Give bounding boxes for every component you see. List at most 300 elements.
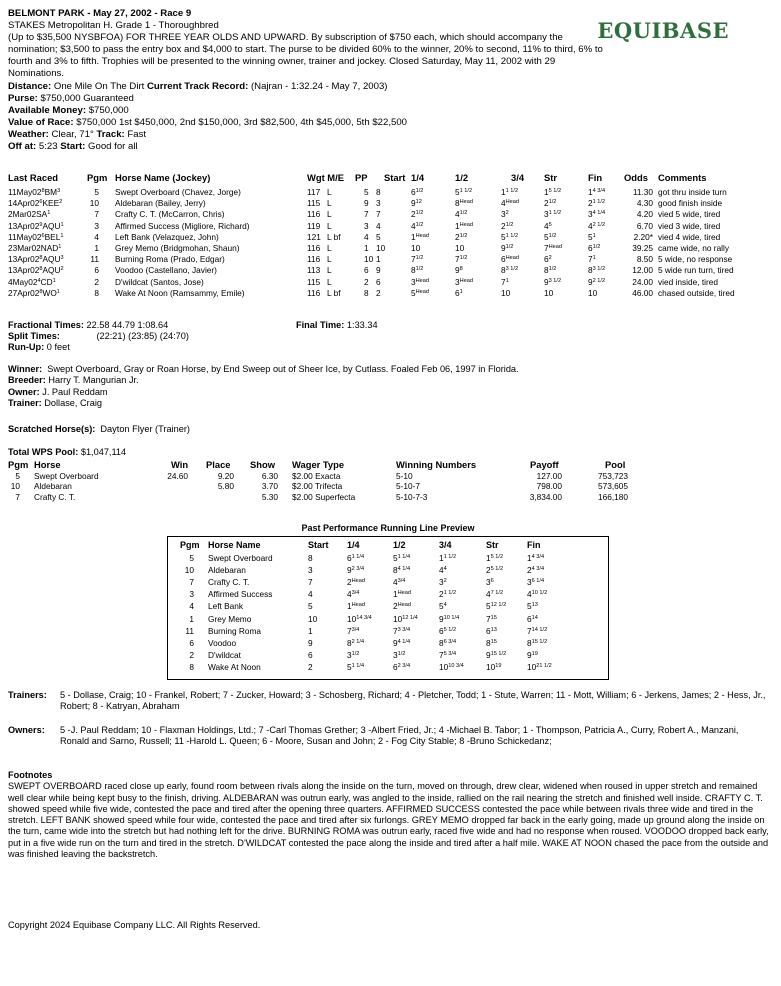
pp-start: 8 (308, 553, 313, 563)
weight: 121 (307, 231, 321, 242)
call-three-quarter-value: 1 (501, 187, 506, 197)
chart-col-header: Odds (624, 172, 648, 183)
pp-horse: Aldebaran (208, 565, 246, 576)
call-quarter-margin: 1/2 (415, 266, 424, 273)
pp-three-quarter (439, 589, 456, 600)
last-raced-date: 14Apr02 (8, 198, 40, 209)
pp-finish-margin: 21 1/2 (536, 662, 552, 669)
show-payout: 6.30 (261, 471, 278, 481)
pp-quarter-margin: 3/4 (351, 590, 360, 597)
pp-three-quarter-margin: 4 (443, 566, 447, 573)
payout-col-header: Show (250, 459, 275, 470)
comment: vied 3 wide, tired (658, 220, 721, 231)
call-three-quarter-value: 10 (501, 287, 511, 298)
pp-three-quarter-value: 1 (439, 553, 444, 563)
post-position: 1 (364, 243, 369, 253)
pp-quarter-value: 2 (347, 577, 352, 588)
chart-col-header: 3/4 (511, 172, 525, 183)
pp-finish (527, 589, 547, 600)
last-raced-finish: 2 (59, 199, 63, 206)
call-half (455, 243, 464, 254)
call-half-value: 3 (455, 276, 460, 287)
post-position: 9 (364, 198, 369, 209)
payoff: 127.00 (536, 471, 562, 481)
pp-finish-value: 9 (527, 649, 532, 660)
pp-stretch-value: 8 (486, 637, 491, 648)
last-raced-finish: 2 (60, 266, 64, 273)
pp-stretch (486, 589, 503, 600)
call-finish (588, 243, 600, 254)
pp-finish-margin: 19 (531, 650, 538, 657)
odds: 4.20 (636, 209, 653, 220)
pp-three-quarter-margin: 4 (443, 602, 447, 609)
call-finish-margin: 1 (592, 255, 596, 262)
pp-half (393, 553, 410, 564)
last-raced (8, 209, 50, 220)
call-finish-value: 3 (588, 209, 593, 220)
pp-stretch-value: 4 (486, 589, 491, 600)
call-finish-margin: 2 1/2 (592, 277, 606, 284)
weight: 116 (307, 287, 321, 298)
pp-half-margin: 4 1/4 (397, 638, 411, 645)
payout-horse: Crafty C. T. (34, 491, 76, 502)
last-raced (8, 198, 62, 209)
last-raced (8, 232, 63, 243)
chart-col-header: Comments (658, 172, 707, 183)
last-raced (8, 265, 64, 276)
call-quarter (411, 277, 429, 288)
pp-finish (527, 553, 544, 564)
pp-box (167, 536, 609, 680)
call-three-quarter (501, 265, 518, 276)
odds: 11.30 (632, 187, 653, 197)
call-three-quarter-margin: 2 (505, 210, 509, 217)
last-raced-finish: 3 (57, 188, 61, 194)
call-half (455, 187, 472, 198)
last-raced-track: WO (42, 287, 57, 298)
call-finish-value: 1 (588, 187, 593, 197)
pp-half-margin: 3/4 (397, 578, 406, 585)
call-quarter-margin: 1/2 (415, 210, 424, 217)
pp-pgm: 7 (189, 577, 194, 588)
pp-horse: Affirmed Success (208, 589, 273, 600)
pp-half-margin: 12 1/4 (402, 614, 418, 621)
pp-half (393, 650, 405, 661)
pp-stretch (486, 577, 494, 588)
call-half (455, 232, 467, 243)
pp-half-margin: 4 1/4 (397, 566, 411, 573)
winner-line: Winner: Swept Overboard, Gray or Roan Horse, by End Sweep out of Sheer Ice, by Cutlass. Foaled Feb 06, 1997 in Florida. (8, 364, 519, 374)
call-finish (588, 209, 605, 220)
pp-col-header: Str (486, 540, 499, 550)
pp-finish-margin: 4 3/4 (531, 554, 545, 560)
pp-half-value: 3 (393, 649, 398, 660)
breeder-line: Breeder: Harry T. Mangurian Jr. (8, 375, 139, 386)
post-position: 3 (364, 220, 369, 231)
start-position: 6 (376, 276, 381, 287)
pp-pgm: 5 (189, 553, 194, 563)
last-raced-race: 6 (39, 199, 43, 206)
call-stretch-value: 6 (544, 254, 549, 265)
call-half (455, 265, 463, 276)
call-three-quarter-value: 3 (501, 209, 506, 220)
pp-horse: Grey Memo (208, 613, 252, 624)
comment: 5 wide, no response (658, 254, 733, 265)
call-quarter-value: 6 (411, 187, 416, 197)
pp-stretch-margin: 12 1/2 (490, 602, 507, 609)
med-equip: L (327, 198, 332, 209)
pp-quarter (347, 601, 365, 612)
win-payout: 24.60 (167, 471, 188, 481)
pp-three-quarter (439, 614, 459, 625)
last-raced-track: NAD (40, 243, 59, 253)
call-quarter-margin: 12 (415, 199, 422, 206)
call-half-value: 5 (455, 187, 460, 197)
pp-pgm: 1 (189, 613, 194, 624)
odds: 24.00 (632, 276, 653, 287)
pp-half-value: 1 (393, 589, 398, 600)
pp-finish-value: 7 (527, 625, 532, 636)
pp-finish (527, 626, 547, 637)
last-raced-date: 2Mar02 (8, 209, 37, 220)
pp-quarter (347, 589, 359, 600)
call-half-margin: 1 (459, 288, 463, 295)
call-half-margin: 1 1/2 (459, 188, 473, 194)
payoff: 3,834.00 (529, 491, 562, 502)
post-position: 7 (364, 209, 369, 220)
pp-finish-margin: 15 1/2 (531, 638, 548, 645)
pp-start: 3 (308, 565, 313, 576)
med-equip: L (327, 243, 332, 253)
last-raced-track: SA (36, 209, 48, 220)
pp-half (393, 638, 410, 649)
pp-horse: Wake At Noon (208, 661, 261, 672)
pp-quarter-margin: 14 3/4 (356, 614, 372, 621)
call-finish (588, 277, 605, 288)
payout-col-header: Pgm (8, 459, 29, 470)
pp-three-quarter-margin: 5 3/4 (443, 650, 457, 657)
call-half-value: 7 (455, 254, 460, 265)
call-quarter-value: 10 (411, 243, 421, 253)
pp-quarter (347, 638, 364, 649)
pp-finish-value: 3 (527, 577, 532, 588)
pp-three-quarter (439, 638, 456, 649)
pp-three-quarter-margin: 2 (443, 578, 447, 585)
call-quarter-value: 4 (411, 220, 416, 231)
last-raced-race: 9 (39, 221, 43, 228)
pp-half (393, 589, 411, 600)
odds: 46.00 (632, 287, 653, 298)
call-three-quarter (501, 288, 510, 299)
call-three-quarter (501, 209, 509, 220)
call-quarter (411, 243, 420, 254)
scratched-line: Scratched Horse(s): Dayton Flyer (Trainer) (8, 424, 190, 434)
last-raced (8, 221, 64, 232)
call-three-quarter-margin: 3 1/2 (505, 266, 519, 273)
footnotes-block: Footnotes SWEPT OVERBOARD raced close up early, found room between rivals along the inside on the turn, moved on through, drew clear, widened when roused in upper stretch and remained well clear while being kept busy to the finish, driving. ALDEBARAN was outrun early, was angled to the inside, rallied on the rail nearing the stretch and finished well inside. CRAFTY C. T. showed speed while five wide, contested the pace and tired after the opening three quarters. AFFIRMED SUCCESS contested the pace while between rivals three wide and tired in the stretch. LEFT BANK showed speed while four wide, contested the pace and tired after six furlongs. GREY MEMO dropped far back in the early going, made up ground along the inside on the turn, came wide into the stretch but had nothing left for the drive. BURNING ROMA was outrun early, raced five wide and had no response when roused. VOODOO dropped back early, put in a five wide run on the turn and tired in the stretch. D'WILDCAT contested the pace along the inside and tired after a half mile. WAKE AT NOON chased the pace from the outside and was finished leaving the backstretch. (8, 770, 769, 860)
call-three-quarter (501, 232, 518, 243)
call-quarter-value: 9 (411, 198, 416, 209)
med-equip: L bf (327, 231, 341, 242)
pp-half (393, 626, 410, 637)
pp-finish-margin: 10 1/2 (531, 590, 548, 597)
copyright: Copyright 2024 Equibase Company LLC. All Rights Reserved. (8, 920, 261, 930)
pp-quarter-margin: 1 1/4 (351, 554, 365, 560)
payout-pgm: 10 (10, 481, 20, 492)
med-equip: L (327, 254, 332, 265)
call-stretch-margin: 5 (548, 221, 552, 228)
last-raced-track: BEL (44, 231, 61, 242)
pp-three-quarter-value: 9 (439, 613, 444, 624)
call-quarter-margin: 1/2 (415, 188, 424, 194)
pp-start: 2 (308, 661, 313, 672)
med-equip: L (327, 220, 332, 231)
call-stretch-value: 8 (544, 265, 549, 276)
pp-three-quarter-value: 2 (439, 589, 444, 600)
pp-stretch-margin: 13 (490, 626, 497, 633)
race-conditions: (Up to $35,500 NYSBFOA) FOR THREE YEAR OLDS AND UPWARD. By subscription of $750 each, which should accompany the nomination; $3,500 to pass the entry box and $4,000 to start. The purse to be divided 60% to the winner, 20% to second, 11% to third, 6% to fourth and 3% to fifth. Trophies will be presented to the winning owner, trainer and jockey. Closed Saturday, May 11, 2002 with 29 Nominations. (8, 32, 603, 80)
chart-col-header: Start (384, 172, 406, 183)
last-raced-track: AQU (42, 254, 61, 265)
call-finish (588, 288, 597, 299)
weight: 116 (307, 209, 321, 220)
call-half (455, 277, 473, 288)
winning-numbers: 5-10 (396, 471, 413, 481)
pp-quarter (347, 565, 364, 576)
call-half-margin: 1/2 (459, 232, 468, 239)
last-raced-date: 11May02 (8, 231, 42, 242)
call-finish-value: 9 (588, 276, 593, 287)
call-finish-value: 4 (588, 220, 593, 231)
pp-finish-value: 1 (527, 553, 532, 563)
pp-start: 1 (308, 625, 313, 636)
call-stretch-value: 1 (544, 187, 549, 197)
comment: got thru inside turn (658, 187, 727, 197)
pp-start: 6 (308, 649, 313, 660)
pp-half-margin: Head (397, 590, 411, 597)
chart-col-header: Str (544, 172, 558, 183)
horse-jockey: Affirmed Success (Migliore, Richard) (115, 220, 250, 231)
pp-col-header: 1/4 (347, 540, 360, 550)
chart-col-header: Last Raced (8, 172, 59, 183)
pp-col-header: 1/2 (393, 540, 406, 550)
pp-stretch-margin: 7 1/2 (490, 590, 504, 597)
pp-stretch-margin: 6 (490, 578, 494, 585)
call-quarter (411, 254, 423, 265)
call-finish-value: 8 (588, 265, 593, 276)
pp-stretch (486, 662, 501, 673)
comment: vied 4 wide, tired (658, 231, 721, 242)
chart-col-header: 1/4 (411, 172, 425, 183)
pp-quarter-value: 7 (347, 625, 352, 636)
call-finish-margin: 1 (592, 232, 596, 239)
last-raced-date: 11May02 (8, 187, 42, 197)
pp-finish (527, 565, 544, 576)
call-three-quarter (501, 221, 513, 232)
pp-col-header: Start (308, 540, 329, 550)
call-finish (588, 254, 596, 265)
pool-amount: 166,180 (598, 491, 628, 502)
pp-quarter-margin: 3/4 (351, 626, 360, 633)
call-stretch-value: 10 (544, 287, 554, 298)
call-three-quarter-margin: Head (505, 255, 519, 262)
pp-quarter-margin: Head (351, 578, 365, 585)
pp-quarter-margin: 1/2 (351, 650, 360, 657)
last-raced-finish: 1 (47, 210, 51, 217)
pp-half-margin: 1 1/4 (397, 554, 411, 560)
pp-quarter (347, 577, 365, 588)
last-raced-date: 13Apr02 (8, 265, 40, 276)
call-finish-value: 6 (588, 243, 593, 253)
pp-three-quarter (439, 565, 447, 576)
pp-stretch-margin: 5 1/2 (490, 566, 504, 573)
value-line: Value of Race: $750,000 1st $450,000, 2nd $150,000, 3rd $82,500, 4th $45,000, 5th $22,500 (8, 116, 408, 128)
call-half-value: 2 (455, 231, 460, 242)
pp-finish-value: 8 (527, 637, 532, 648)
horse-jockey: Voodoo (Castellano, Javier) (115, 265, 217, 276)
call-three-quarter-margin: 1 (505, 277, 509, 284)
call-stretch (544, 288, 553, 299)
comment: good finish inside (658, 198, 723, 209)
call-finish-value: 2 (588, 198, 593, 209)
start-position: 1 (376, 254, 381, 265)
fractional-times: Fractional Times: 22.58 44.79 1:08.64 (8, 320, 169, 330)
weight: 115 (307, 198, 321, 209)
start-position: 10 (376, 243, 386, 253)
call-finish-margin: 4 3/4 (592, 188, 606, 194)
pp-start: 9 (308, 637, 313, 648)
last-raced-race: 8 (39, 288, 43, 295)
call-half (455, 209, 467, 220)
pp-half (393, 614, 418, 625)
chart-col-header: Horse Name (Jockey) (115, 172, 211, 183)
weight: 117 (307, 187, 321, 197)
call-half (455, 288, 463, 299)
payout-horse: Aldebaran (34, 481, 72, 492)
med-equip: L (327, 265, 332, 276)
call-three-quarter-value: 4 (501, 198, 506, 209)
call-stretch (544, 232, 556, 243)
pp-finish-value: 4 (527, 589, 532, 600)
call-quarter (411, 265, 423, 276)
last-raced (8, 243, 61, 254)
odds: 39.25 (632, 243, 653, 253)
call-quarter (411, 209, 423, 220)
last-raced-date: 27Apr02 (8, 287, 40, 298)
pp-finish-margin: 13 (531, 602, 538, 609)
pp-stretch-value: 6 (486, 625, 491, 636)
call-stretch (544, 198, 556, 209)
payout-col-header: Place (206, 459, 231, 470)
call-quarter-margin: 1/2 (415, 255, 424, 262)
pp-pgm: 6 (189, 637, 194, 648)
horse-jockey: Swept Overboard (Chavez, Jorge) (115, 187, 241, 197)
last-raced-finish: 1 (60, 232, 64, 239)
pool-amount: 573,605 (598, 481, 628, 492)
pp-three-quarter (439, 553, 456, 564)
last-raced-race: 8 (39, 266, 43, 273)
pp-half (393, 601, 411, 612)
payout-col-header: Horse (34, 459, 61, 470)
call-finish-margin: 3 1/2 (592, 266, 606, 273)
call-finish (588, 187, 605, 198)
distance-line: Distance: One Mile On The Dirt Current Track Record: (Najran - 1:32.24 - May 7, 2003) (8, 80, 388, 92)
pp-stretch-value: 5 (486, 601, 491, 612)
horse-jockey: Burning Roma (Prado, Edgar) (115, 254, 225, 265)
trainer-line: Trainer: Dollase, Craig (8, 398, 102, 409)
pp-half-value: 9 (393, 637, 398, 648)
pp-stretch (486, 614, 497, 625)
wager-type: $2.00 Trifecta (292, 481, 343, 492)
last-raced-finish: 1 (52, 277, 56, 284)
call-stretch (544, 277, 561, 288)
payout-col-header: Payoff (530, 459, 559, 470)
comment: vied 5 wide, tired (658, 209, 721, 220)
pp-finish (527, 614, 538, 625)
last-raced-date: 23Mar02 (8, 243, 41, 253)
last-raced (8, 288, 60, 299)
last-raced-finish: 3 (60, 255, 64, 262)
pp-stretch (486, 650, 506, 661)
pp-finish (527, 650, 538, 661)
chart-col-header: 1/2 (455, 172, 469, 183)
program-number: 7 (94, 209, 99, 220)
last-raced (8, 277, 56, 288)
horse-jockey: Aldebaran (Bailey, Jerry) (115, 198, 206, 209)
pp-three-quarter (439, 650, 456, 661)
call-half-margin: Head (459, 199, 473, 206)
call-half-margin: Head (459, 221, 473, 228)
pp-half-margin: 2 3/4 (397, 662, 411, 669)
chart-col-header: PP (355, 172, 368, 183)
pp-three-quarter-value: 5 (439, 601, 444, 612)
payoff: 798.00 (536, 481, 562, 492)
program-number: 3 (94, 220, 99, 231)
post-position: 6 (364, 265, 369, 276)
call-three-quarter-value: 5 (501, 231, 506, 242)
pp-stretch (486, 565, 503, 576)
weight: 113 (307, 265, 321, 276)
last-raced-finish: 1 (60, 221, 64, 228)
pp-horse: Burning Roma (208, 625, 262, 636)
start-position: 3 (376, 198, 381, 209)
call-three-quarter-margin: 1 1/2 (505, 232, 519, 239)
call-half-value: 9 (455, 265, 460, 276)
call-stretch-value: 4 (544, 220, 549, 231)
last-raced-finish: 1 (58, 244, 62, 250)
pp-half-value: 2 (393, 601, 398, 612)
last-raced-race: 8 (39, 255, 43, 262)
call-half-value: 8 (455, 198, 460, 209)
pool-amount: 753,723 (598, 471, 628, 481)
weight: 116 (307, 243, 321, 253)
pp-three-quarter-value: 6 (439, 625, 444, 636)
pp-half (393, 577, 405, 588)
pp-stretch-value: 3 (486, 577, 491, 588)
call-finish-value: 5 (588, 231, 593, 242)
split-times: Split Times: (22:21) (23:85) (24:70) (8, 331, 189, 341)
pp-col-header: Fin (527, 540, 541, 550)
call-quarter-margin: Head (415, 288, 429, 295)
race-subtitle: STAKES Metropolitan H. Grade 1 - Thoroughbred (8, 20, 219, 32)
call-stretch-margin: 5 1/2 (548, 188, 562, 194)
pp-finish-margin: 14 1/2 (531, 626, 548, 633)
last-raced-date: 4May02 (8, 276, 38, 287)
call-stretch-value: 2 (544, 198, 549, 209)
race-title: BELMONT PARK - May 27, 2002 - Race 9 (8, 8, 192, 19)
call-three-quarter (501, 187, 518, 198)
pp-half-value: 7 (393, 625, 398, 636)
